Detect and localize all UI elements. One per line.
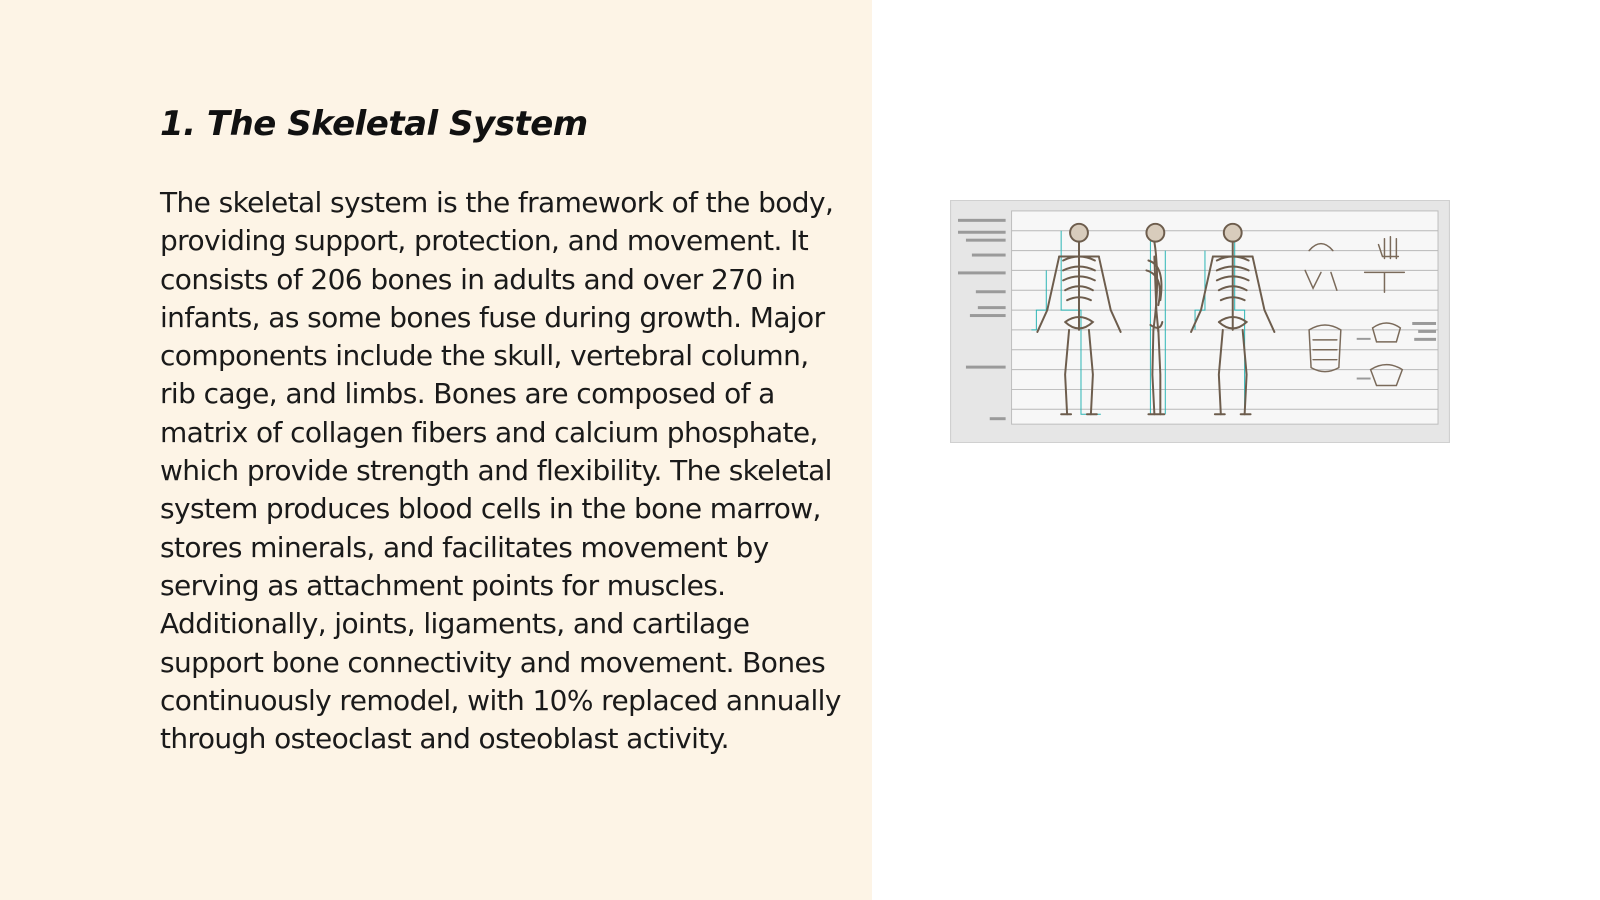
skeleton-icon	[951, 201, 1449, 442]
slide-body-text: The skeletal system is the framework of the body, providing support, protection, and movement. It consists of 206 bones in adults and over 270 in infants, as some bones fuse during growth. Major components include the skull, vertebral column, rib cage, and limbs. Bones are composed of a matrix of collagen fibers and calcium phosphate, which provide strength and flexibility. The skeletal system produces blood cells in the bone marrow, stores minerals, and facilitates movement by serving as attachment points for muscles. Additionally, joints, ligaments, and cartilage support bone connectivity and movement. Bones continuously remodel, with 10% replaced annually through osteoclast and osteoblast activity.	[160, 186, 841, 756]
skeleton-illustration	[950, 200, 1450, 443]
slide-title: 1. The Skeletal System	[160, 104, 588, 144]
